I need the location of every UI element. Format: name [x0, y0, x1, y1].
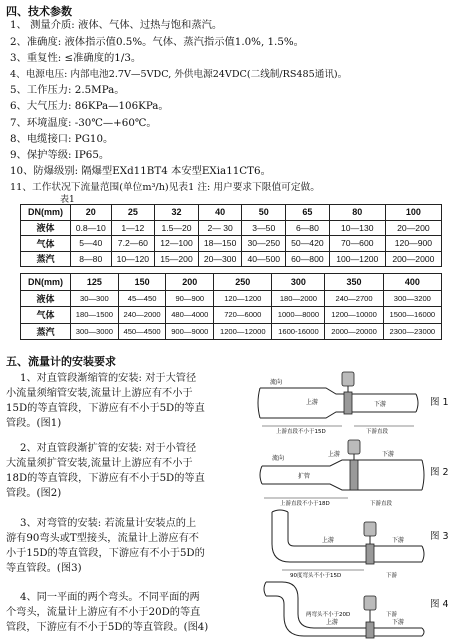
- table-row: [21, 251, 442, 267]
- paragraph-line: 15D的等直管段，下游应有不小于5D的等直: [6, 403, 205, 414]
- paragraph-line: 1、对直管段渐缩管的安装: 对于大管径: [20, 373, 197, 384]
- spec-item-4: 4、电源电压: 内部电池2.7V—5VDC, 外供电源24VDC(二线制/RS485通讯)。: [10, 69, 348, 80]
- section5-title: 五、流量计的安装要求: [6, 355, 116, 368]
- spec-item-10: 10、防爆级别: 隔爆型EXd11BT4 本安型EXia11CT6。: [10, 165, 271, 177]
- paragraph-line: 小流量须缩管安装,流量计上游应有不小于: [6, 388, 193, 399]
- paragraph-line: 18D的等直管段，下游应有不小于5D的等直: [6, 473, 205, 484]
- table-cell: 180—1500: [71, 307, 119, 324]
- figure-3-elbow-diagram: [262, 508, 428, 578]
- table-cell: 60—800: [286, 251, 330, 267]
- figure-4-double-elbow-diagram: [262, 576, 428, 640]
- spec-item-1: 1、 测量介质: 液体、气体、过热与饱和蒸汽。: [10, 19, 223, 31]
- table-header-cell: 350: [325, 274, 383, 291]
- spec-item-7: 7、环境温度: -30℃—+60℃。: [10, 117, 157, 129]
- flow-direction-label: 流向: [272, 455, 285, 462]
- downstream-label: 下游: [392, 537, 405, 544]
- pipe-end: [272, 510, 424, 562]
- table-header-cell: 20: [71, 205, 112, 221]
- table-cell: 10—130: [329, 220, 385, 236]
- figure-1-reducer-diagram: [256, 366, 426, 434]
- upstream-length-label: 上游直段不小于15D: [276, 429, 326, 434]
- table-cell: 18—150: [198, 236, 242, 252]
- table-header-cell: 400: [383, 274, 441, 291]
- table-cell: 180—2000: [272, 290, 325, 307]
- table-header-cell: 32: [155, 205, 199, 221]
- table-cell: 8—80: [71, 251, 112, 267]
- table-row: [21, 236, 442, 252]
- table-cell: 50—420: [286, 236, 330, 252]
- table-header-row: [21, 274, 442, 291]
- table-header-cell: 65: [286, 205, 330, 221]
- flowmeter-body: [366, 622, 374, 638]
- table-cell: 1200—12000: [214, 323, 272, 340]
- paragraph-line: 2、对直管段渐扩管的安装: 对于小管径: [20, 443, 197, 454]
- table-header-cell: 150: [118, 274, 166, 291]
- paragraph-line: 管段。(图1): [6, 418, 62, 429]
- table-cell: 720—6000: [214, 307, 272, 324]
- table-cell: 40—500: [242, 251, 286, 267]
- upstream-length-label: 上游直段不小于18D: [280, 501, 330, 506]
- table-cell: 30—300: [71, 290, 119, 307]
- upstream-label: 上游: [328, 451, 341, 458]
- table-cell: 2— 30: [198, 220, 242, 236]
- table-cell: 200—2000: [385, 251, 441, 267]
- table-cell: 20—200: [385, 220, 441, 236]
- table-cell: 120—1200: [214, 290, 272, 307]
- table-cell: 蒸汽: [21, 251, 71, 267]
- figure-3-label: 图 3: [430, 531, 449, 542]
- spec-item-3: 3、重复性: ≤准确度的1/3。: [10, 52, 142, 64]
- table-row: [21, 290, 442, 307]
- paragraph-line: 管段。(图2): [6, 488, 62, 499]
- flowmeter-head: [348, 440, 360, 454]
- table-cell: 900—9000: [166, 323, 214, 340]
- flow-range-table-2: [20, 273, 442, 340]
- expander-label: 扩管: [298, 473, 311, 480]
- flowmeter-head: [364, 596, 376, 610]
- table-row: [21, 220, 442, 236]
- table-header-cell: 200: [166, 274, 214, 291]
- downstream-length-label: 下游: [386, 612, 398, 618]
- table-header-cell: 300: [272, 274, 325, 291]
- table-cell: 300—3000: [71, 323, 119, 340]
- table-cell: 液体: [21, 290, 71, 307]
- upstream-length-label: 90度弯头不小于15D: [290, 573, 342, 578]
- table-header-cell: 100: [385, 205, 441, 221]
- upstream-label: 上游: [326, 619, 339, 626]
- pipe-end: [260, 460, 424, 490]
- table-cell: 30—250: [242, 236, 286, 252]
- table-cell: 70—600: [329, 236, 385, 252]
- downstream-length-label: 下游: [386, 573, 398, 578]
- downstream-length-label: 下游直段: [370, 501, 393, 506]
- table1-caption: 表1: [60, 195, 75, 205]
- table-header-cell: 125: [71, 274, 119, 291]
- table-header-cell: 250: [214, 274, 272, 291]
- table-cell: 240—2000: [118, 307, 166, 324]
- pipe-shape: [266, 582, 422, 636]
- spec-item-5: 5、工作压力: 2.5MPa。: [10, 84, 125, 96]
- figure-4-label: 图 4: [430, 599, 449, 610]
- table-cell: 1500—16000: [383, 307, 441, 324]
- table-cell: 5—40: [71, 236, 112, 252]
- table-header-cell: 50: [242, 205, 286, 221]
- table-cell: 1600-16000: [272, 323, 325, 340]
- spec-item-2: 2、准确度: 液体指示值0.5%。气体、蒸汽指示值1.0%, 1.5%。: [10, 36, 304, 48]
- flow-direction-label: 流向: [270, 379, 283, 386]
- table-cell: 6—80: [286, 220, 330, 236]
- figure-1-label: 图 1: [430, 397, 449, 408]
- install-paragraph-4: [6, 590, 208, 635]
- upstream-length-label: 两弯头不小于20D: [306, 612, 351, 618]
- table-cell: 2000—20000: [325, 323, 383, 340]
- paragraph-line: 管段，下游应有不小于5D的等直管段。(图4): [6, 622, 209, 633]
- downstream-label: 下游: [382, 451, 395, 458]
- table-cell: 1200—10000: [325, 307, 383, 324]
- upstream-label: 上游: [306, 399, 319, 406]
- table-cell: 240—2700: [325, 290, 383, 307]
- section4-title: 四、技术参数: [6, 5, 72, 18]
- pipe-end: [258, 388, 418, 418]
- table-cell: 450—4500: [118, 323, 166, 340]
- spec-item-11: 11、工作状况下流量范围(单位m³/h)见表1 注: 用户要求下限值可定做。: [10, 182, 320, 193]
- table-cell: 气体: [21, 307, 71, 324]
- table-header-cell: 80: [329, 205, 385, 221]
- table-header-cell: 25: [111, 205, 155, 221]
- table-cell: 蒸汽: [21, 323, 71, 340]
- figure-2-expander-diagram: [258, 438, 428, 506]
- paragraph-line: 等直管段。(图3): [6, 563, 82, 574]
- table-cell: 120—900: [385, 236, 441, 252]
- paragraph-line: 游有90弯头或T型接头，流量计上游应有不: [6, 533, 199, 544]
- paragraph-line: 3、对弯管的安装: 若流量计安装点的上: [20, 518, 197, 529]
- install-paragraph-2: [6, 441, 205, 501]
- table-cell: 15—200: [155, 251, 199, 267]
- flowmeter-head: [342, 372, 354, 386]
- spec-item-9: 9、保护等级: IP65。: [10, 149, 110, 161]
- spec-item-8: 8、电缆接口: PG10。: [10, 133, 114, 145]
- table-cell: 液体: [21, 220, 71, 236]
- table-cell: 7.2—60: [111, 236, 155, 252]
- table-cell: 3—50: [242, 220, 286, 236]
- paragraph-line: 小于15D的等直管段，下游应有不小于5D的: [6, 548, 205, 559]
- table-cell: 1000—8000: [272, 307, 325, 324]
- table-cell: 100—1200: [329, 251, 385, 267]
- table-cell: 90—900: [166, 290, 214, 307]
- paragraph-line: 4、同一平面的两个弯头。不同平面的两: [20, 592, 200, 603]
- table-cell: 10—120: [111, 251, 155, 267]
- table-cell: 45—450: [118, 290, 166, 307]
- table-cell: 气体: [21, 236, 71, 252]
- table-header-row: [21, 205, 442, 221]
- flowmeter-body: [350, 460, 358, 490]
- install-paragraph-1: [6, 371, 205, 431]
- flowmeter-head: [364, 522, 376, 536]
- upstream-label: 上游: [322, 537, 335, 544]
- flowmeter-body: [366, 544, 374, 564]
- downstream-label: 下游: [392, 619, 405, 626]
- downstream-length-label: 下游直段: [366, 429, 389, 434]
- table-header-cell: 40: [198, 205, 242, 221]
- figure-2-label: 图 2: [430, 467, 449, 478]
- table-cell: 20—300: [198, 251, 242, 267]
- pipe-shape: [262, 460, 422, 490]
- table-cell: 480—4000: [166, 307, 214, 324]
- table-cell: 12—100: [155, 236, 199, 252]
- paragraph-line: 个弯头，流量计上游应有不小于20D的等直: [6, 607, 201, 618]
- paragraph-line: 大流量须扩管安装,流量计上游应有不小于: [6, 458, 193, 469]
- table-cell: 1.5—20: [155, 220, 199, 236]
- spec-item-6: 6、大气压力: 86KPa—106KPa。: [10, 100, 169, 112]
- flowmeter-body: [344, 392, 352, 414]
- table-header-cell: DN(mm): [21, 274, 71, 291]
- table-cell: 0.8—10: [71, 220, 112, 236]
- pipe-shape: [260, 388, 416, 418]
- table-row: [21, 307, 442, 324]
- install-paragraph-3: [6, 516, 205, 576]
- table-cell: 1—12: [111, 220, 155, 236]
- table-cell: 300—3200: [383, 290, 441, 307]
- table-cell: 2300—23000: [383, 323, 441, 340]
- table-row: [21, 323, 442, 340]
- flow-range-table-1: [20, 204, 442, 267]
- downstream-label: 下游: [374, 401, 387, 408]
- table-header-cell: DN(mm): [21, 205, 71, 221]
